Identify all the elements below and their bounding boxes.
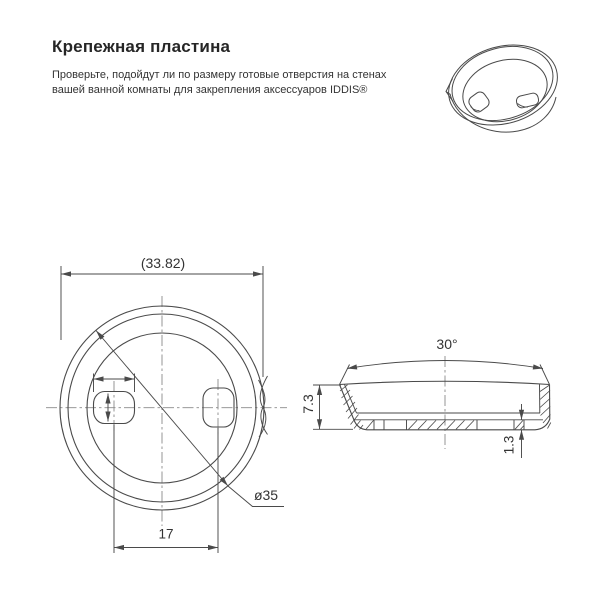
subtitle-line-2: вашей ванной комнаты для закрепления аксессуаров IDDIS® [52,84,368,96]
dim-hole-spacing-label: 17 [158,526,174,542]
page-title: Крепежная пластина [52,37,231,56]
front-centerlines [46,296,287,526]
dim-height-label: 7.3 [300,394,316,414]
subtitle-line-1: Проверьте, подойдут ли по размеру готовые отверстия на стенах [52,69,387,81]
isometric-view [439,33,567,138]
top-edge [340,381,550,384]
break-mark [259,376,268,437]
dim-diameter-label: ø35 [253,487,279,503]
inner-profile [345,385,544,430]
iso-rim-inner-line [443,35,562,132]
iso-depth-edge [450,94,556,132]
dim-base-thickness-label: 1.3 [501,435,517,455]
dim-angle-label: 30° [436,336,458,352]
front-view-drawing [46,266,287,553]
dim-overall-width-label: (33.82) [140,255,186,271]
